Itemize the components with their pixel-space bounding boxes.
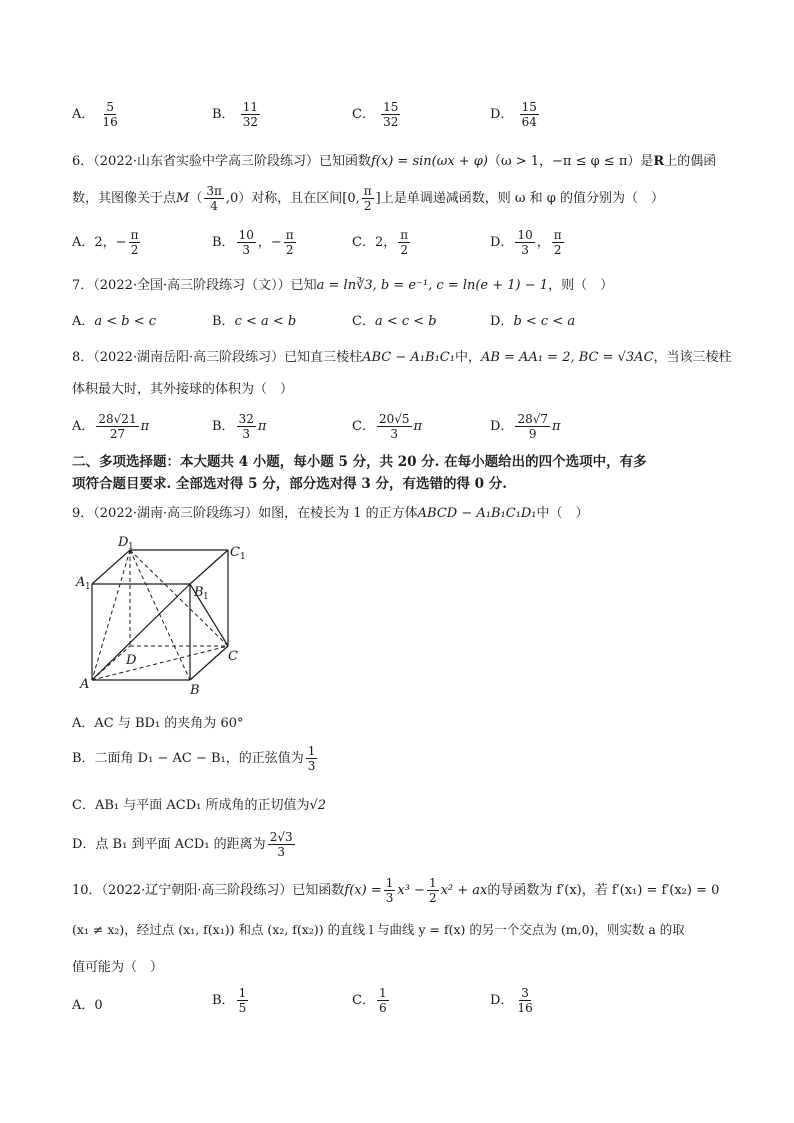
q5-option-b: B． $\frac{11}{32}$ xyxy=(212,100,258,129)
fraction: $\frac{11}{32}$ xyxy=(242,100,258,129)
label-B1: B xyxy=(194,585,204,600)
q9-option-c: C．AB₁ 与平面 ACD₁ 所成角的正切值为√2 xyxy=(72,798,327,813)
svg-text:1: 1 xyxy=(203,592,209,602)
fraction: $\frac{10}{3}$ xyxy=(517,228,533,257)
fraction: $\frac{28√7}{9}$ xyxy=(517,412,548,441)
q7-option-b: B．c < a < b xyxy=(212,314,297,329)
q8-option-a: A． $\frac{28√21}{27}$ π xyxy=(72,412,150,441)
q9-option-d: D．点 B₁ 到平面 ACD₁ 的距离为 $\frac{2√3}{3}$ xyxy=(72,830,293,859)
q10-line3: 值可能为（ ） xyxy=(72,960,164,975)
section-heading-line2: 项符合题目要求. 全部选对得 5 分，部分选对得 3 分，有选错的得 0 分. xyxy=(72,476,507,492)
q8-option-d: D． $\frac{28√7}{9}$ π xyxy=(490,412,561,441)
q7-option-d: D．b < c < a xyxy=(490,314,576,329)
q8-line1: 8．（2022·湖南岳阳·高三阶段练习）已知直三棱柱ABC − A₁B₁C₁中，AB = AA₁ = 2, BC = √3AC，当该三棱柱 xyxy=(72,350,732,365)
cube-diagram xyxy=(72,536,252,696)
fraction: $\frac{5}{16}$ xyxy=(102,100,118,129)
q6-line1: 6．（2022·山东省实验中学高三阶段练习）已知函数f(x) = sin(ωx + φ)（ω > 1，−π ≤ φ ≤ π）是R上的偶函 xyxy=(72,154,717,169)
q7-option-a: A．a < b < c xyxy=(72,314,157,329)
label-C: C xyxy=(228,649,238,664)
fraction: $\frac{\pi}{2}$ xyxy=(400,228,409,257)
fraction: $\frac{2√3}{3}$ xyxy=(269,830,293,859)
q6-option-c: C．2， $\frac{\pi}{2}$ xyxy=(352,228,409,257)
svg-text:1: 1 xyxy=(128,542,134,552)
fraction: $\frac{10}{3}$ xyxy=(238,228,254,257)
fraction: $\frac{1}{3}$ xyxy=(307,744,316,773)
label-D1: D xyxy=(118,536,129,550)
q9-option-a: A．AC 与 BD₁ 的夹角为 60° xyxy=(72,716,244,731)
label-A1: A xyxy=(76,575,86,590)
q10-line1: 10．（2022·辽宁朝阳·高三阶段练习）已知函数f(x) = $\frac{1}{3}$ x³ − $\frac{1}{2}$ x² + ax的导函数为 f′(x)，若 f′(x₁) = f′(x₂) = 0 xyxy=(72,876,720,905)
fraction: $\frac{1}{2}$ xyxy=(428,876,437,905)
fraction: $\frac{1}{3}$ xyxy=(385,876,394,905)
q10-option-b: B． $\frac{1}{5}$ xyxy=(212,986,247,1015)
fraction: $\frac{28√21}{27}$ xyxy=(98,412,137,441)
label-B: B xyxy=(190,683,200,696)
q8-line2: 体积最大时，其外接球的体积为（ ） xyxy=(72,382,294,397)
label-C1: C xyxy=(230,545,240,560)
svg-text:1: 1 xyxy=(85,582,91,592)
q8-option-c: C． $\frac{20√5}{3}$ π xyxy=(352,412,423,441)
fraction: $\frac{\pi}{2}$ xyxy=(553,228,562,257)
label-A: A xyxy=(80,677,90,692)
q5-option-a: A． $\frac{5}{16}$ xyxy=(72,100,118,129)
fraction: $\frac{15}{32}$ xyxy=(383,100,399,129)
q7-stem: 7．（2022·全国·高三阶段练习（文））已知a = ln∛3, b = e⁻¹, c = ln(e + 1) − 1，则（ ） xyxy=(72,278,614,293)
fraction: $\frac{\pi}{2}$ xyxy=(130,228,139,257)
q9-stem: 9．（2022·湖南·高三阶段练习）如图，在棱长为 1 的正方体ABCD − A₁B₁C₁D₁中（ ） xyxy=(72,506,589,521)
fraction: $\frac{15}{64}$ xyxy=(521,100,537,129)
fraction: $\frac{1}{6}$ xyxy=(378,986,387,1015)
q10-line2: (x₁ ≠ x₂)，经过点 (x₁, f(x₁)) 和点 (x₂, f(x₂)) 的直线 l 与曲线 y = f(x) 的另一个交点为 (m,0)，则实数 a 的取 xyxy=(72,922,685,937)
q8-option-b: B． $\frac{32}{3}$ π xyxy=(212,412,267,441)
q9-option-b: B．二面角 D₁ − AC − B₁，的正弦值为 $\frac{1}{3}$ xyxy=(72,744,316,773)
q6-option-a: A．2，− $\frac{\pi}{2}$ xyxy=(72,228,139,257)
fraction: $\frac{20√5}{3}$ xyxy=(378,412,410,441)
fraction: $\frac{32}{3}$ xyxy=(238,412,254,441)
fraction: $\frac{3}{16}$ xyxy=(517,986,533,1015)
cube-figure xyxy=(72,536,252,696)
q10-option-c: C． $\frac{1}{6}$ xyxy=(352,986,387,1015)
q5-option-c: C． $\frac{15}{32}$ xyxy=(352,100,399,129)
q6-option-b: B． $\frac{10}{3}$ ，− $\frac{\pi}{2}$ xyxy=(212,228,294,257)
fraction: $\frac{3\pi}{4}$ xyxy=(206,184,222,213)
fraction: $\frac{\pi}{2}$ xyxy=(363,184,372,213)
section-heading-line1: 二、多项选择题：本大题共 4 小题，每小题 5 分，共 20 分. 在每小题给出的四个选项中，有多 xyxy=(72,454,647,470)
fraction: $\frac{\pi}{2}$ xyxy=(285,228,294,257)
svg-text:1: 1 xyxy=(240,552,246,562)
q6-line2: 数，其图像关于点M（ $\frac{3\pi}{4}$ ,0）对称，且在区间[0, $\frac{\pi}{2}$ ]上是单调递减函数，则 ω 和 φ 的值分别为（ ） xyxy=(72,184,664,213)
label-D: D xyxy=(126,653,137,668)
fraction: $\frac{1}{5}$ xyxy=(238,986,247,1015)
q7-option-c: C．a < c < b xyxy=(352,314,437,329)
q10-option-d: D． $\frac{3}{16}$ xyxy=(490,986,533,1015)
q5-option-d: D． $\frac{15}{64}$ xyxy=(490,100,537,129)
q10-option-a: A．0 xyxy=(72,998,103,1013)
q6-option-d: D． $\frac{10}{3}$ ， $\frac{\pi}{2}$ xyxy=(490,228,562,257)
